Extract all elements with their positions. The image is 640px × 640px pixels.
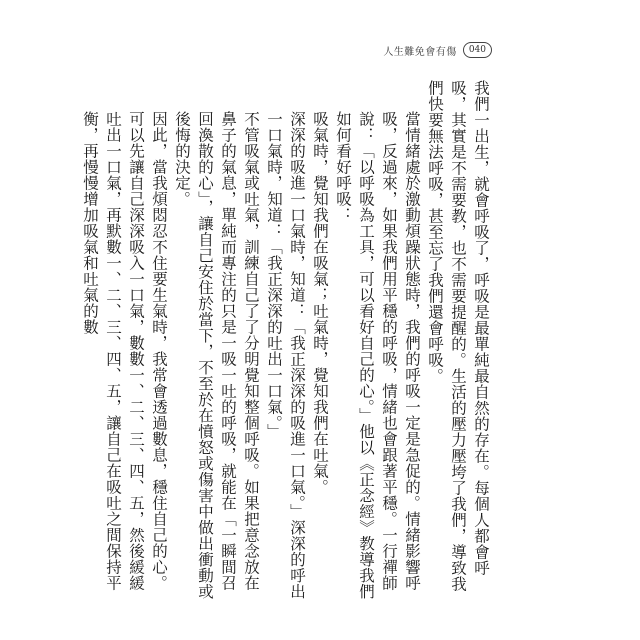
paragraph-1: 我們一出生，就會呼吸了，呼吸是最單純最自然的存在。每個人都會呼吸，其實是不需要教，也不需要提醒的。生活的壓力壓垮了我們，導致我們快要無法呼吸，甚至忘了我們還會呼吸。 bbox=[426, 80, 490, 592]
body-text bbox=[81, 80, 492, 600]
paragraph-5: 不管吸氣或吐氣，訓練自己了了分明覺知整個呼吸。如果把意念放在鼻子的氣息，單純而專注的只是一吸一吐的呼吸，就能在「一瞬間召回渙散的心」，讓自己安住於當下，不至於在憤怒或傷害中做出衝動或後悔的決定。 bbox=[173, 111, 260, 600]
paragraph-6: 因此，當我煩悶忍不住要生氣時，我常會透過數息，穩住自己的心。可以先讓自己深深吸入一口氣，數數一、二、三、四、五，然後緩緩吐出一口氣，再默數一、二、三、四、五，讓自己在吸吐之間保持平衡，再慢慢增加吸氣和吐氣的數 bbox=[81, 111, 168, 591]
page-number: 040 bbox=[463, 42, 492, 58]
paragraph-3: 吸氣時，覺知我們在吸氣；吐氣時，覺知我們在吐氣。 bbox=[311, 111, 329, 495]
book-title: 人生難免會有傷 bbox=[383, 46, 457, 58]
paragraph-2: 當情緒處於激動煩躁狀態時，我們的呼吸一定是急促的。情緒影響呼吸，反過來，如果我們用平穩的呼吸，情緒也會跟著平穩。一行禪師說：「以呼吸為工具，可以看好自己的心。」他以《正念經》教導我們如何看好呼吸： bbox=[334, 111, 421, 600]
page-header bbox=[383, 40, 492, 60]
paragraph-4: 深深的吸進一口氣時，知道：「我正深深的吸進一口氣。」深深的呼出一口氣時，知道：「我正深深的吐出一口氣。」 bbox=[265, 111, 306, 600]
